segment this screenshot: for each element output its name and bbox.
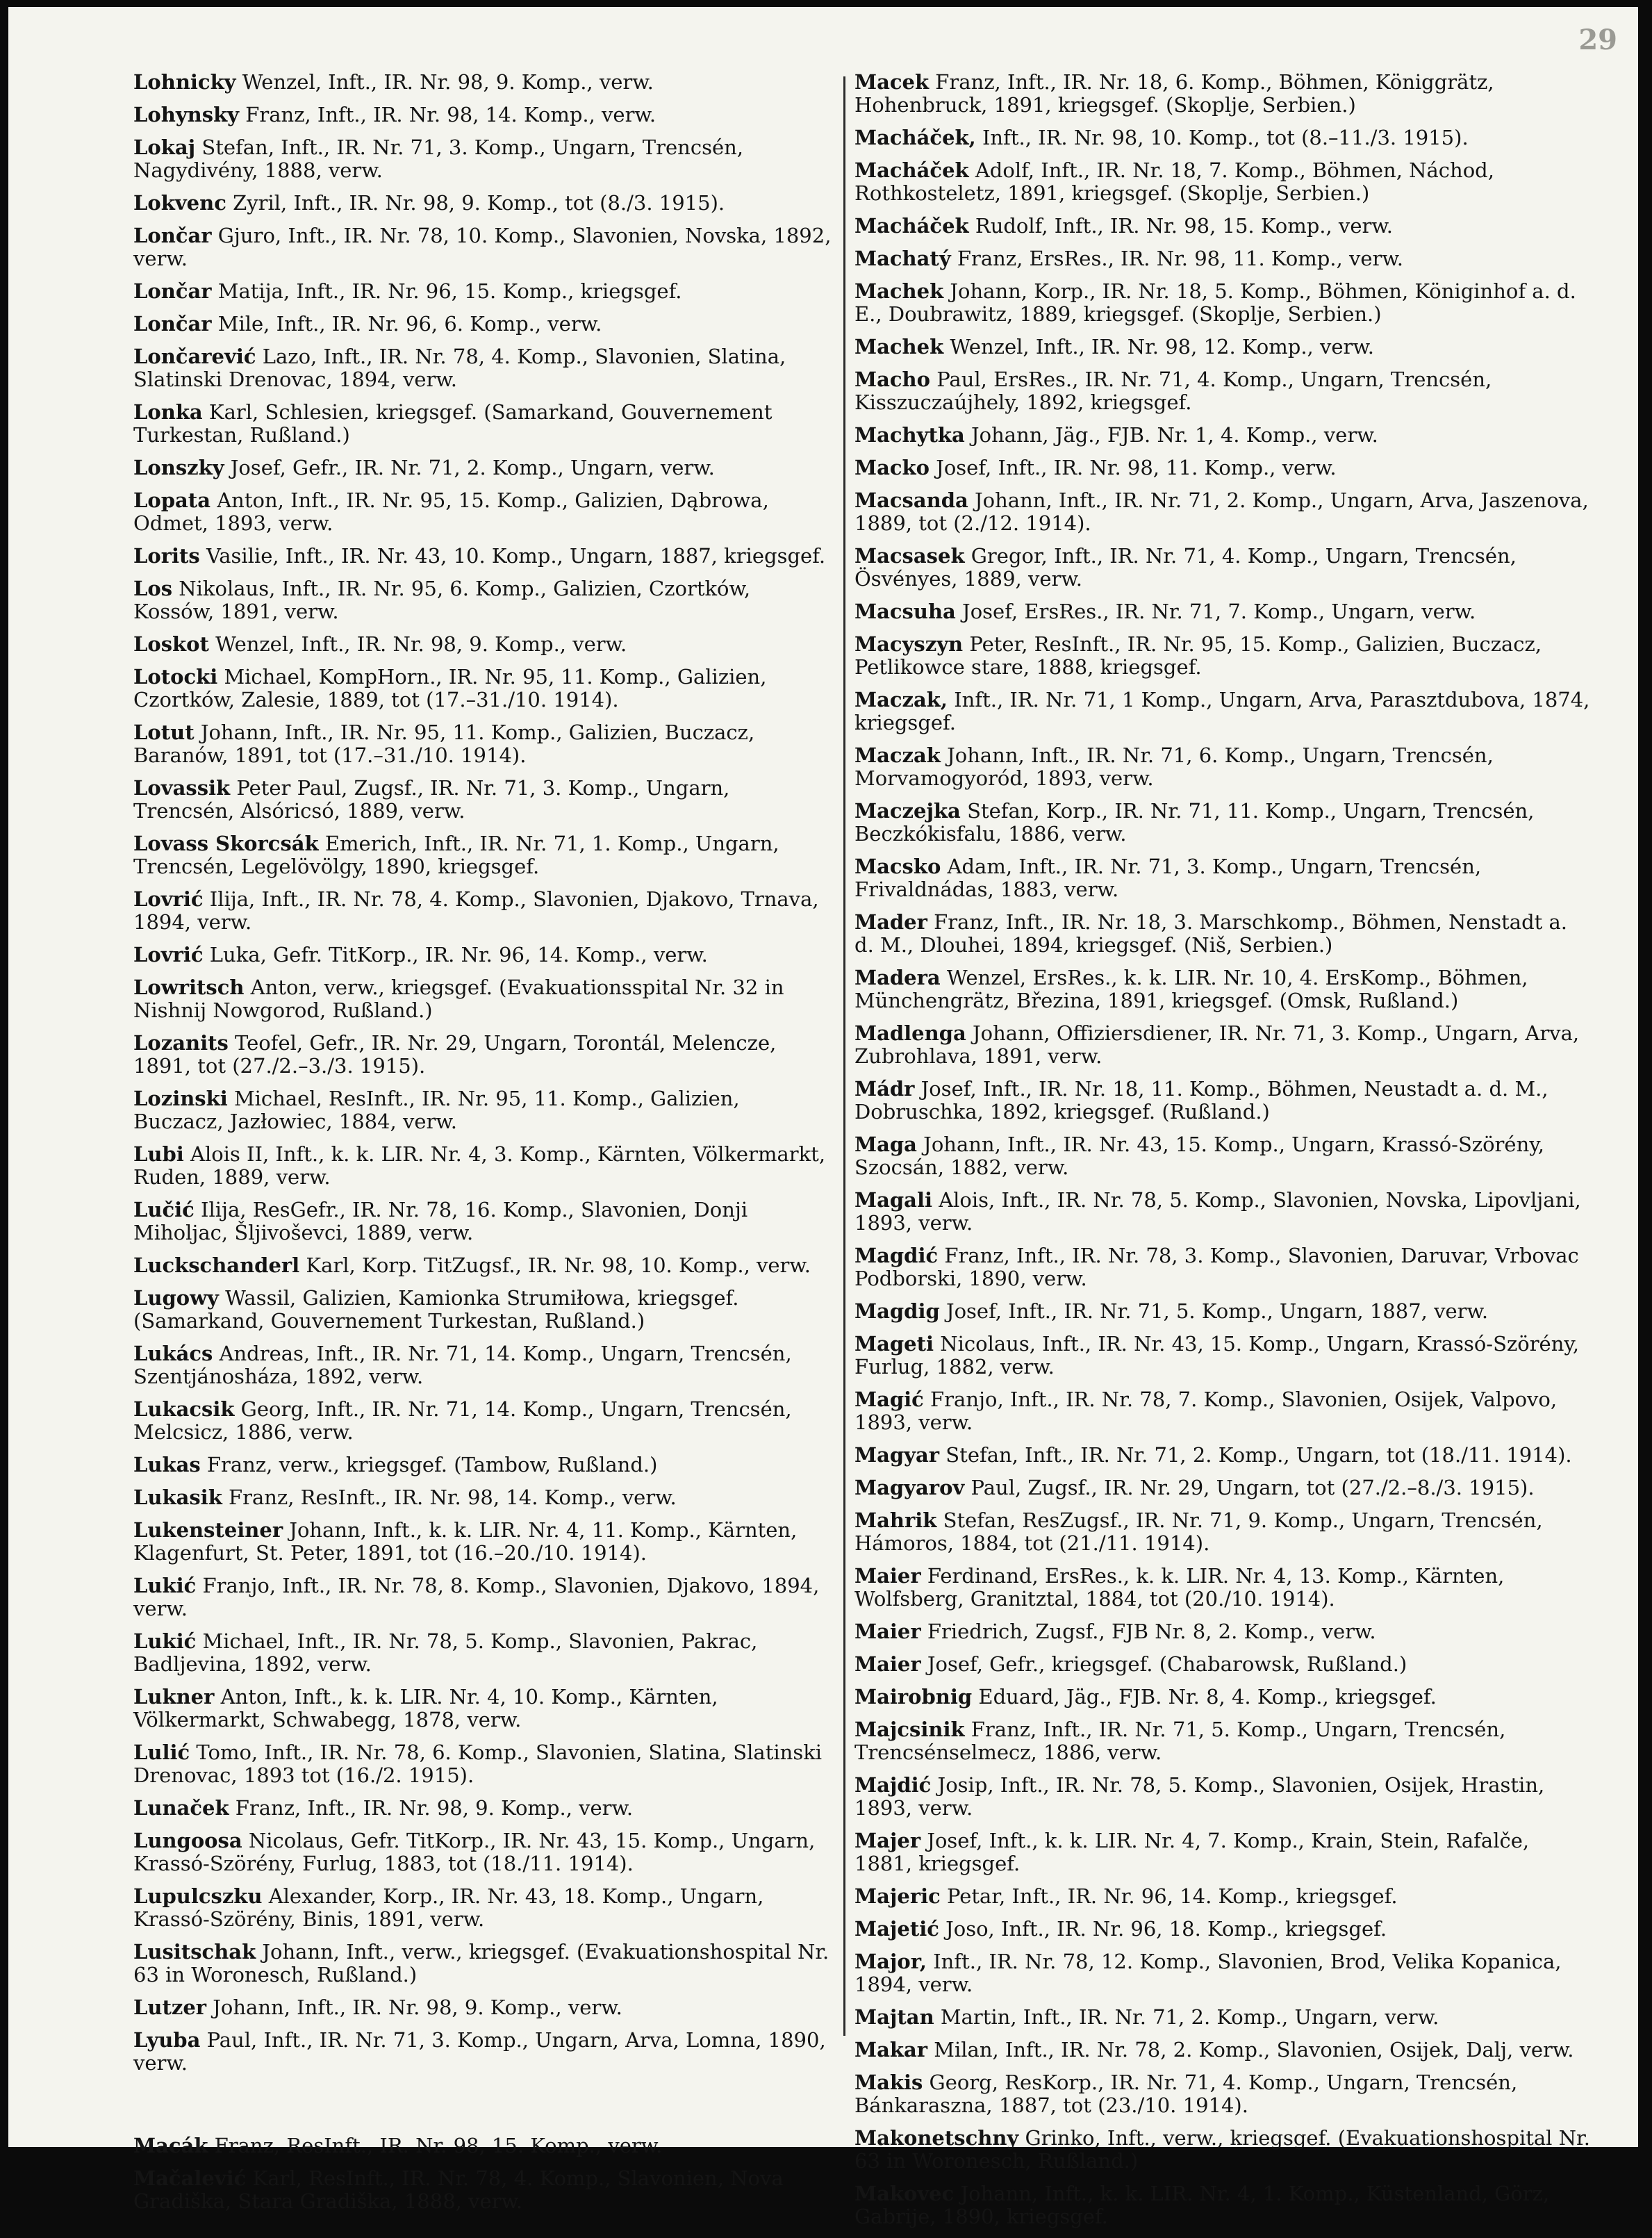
entry-surname: Maier bbox=[854, 1620, 921, 1643]
list-entry bbox=[854, 600, 1592, 623]
entry-surname: Lungoosa bbox=[133, 1829, 242, 1852]
entry-surname: Maier bbox=[854, 1564, 921, 1588]
entry-surname: Lonszky bbox=[133, 456, 224, 479]
entry-surname: Macyszyn bbox=[854, 632, 964, 656]
entry-surname: Lučić bbox=[133, 1198, 195, 1221]
list-entry bbox=[854, 1300, 1592, 1323]
entry-surname: Lončar bbox=[133, 224, 212, 247]
list-entry bbox=[133, 224, 835, 270]
entry-surname: Lorits bbox=[133, 544, 200, 568]
list-entry bbox=[854, 800, 1592, 846]
list-entry bbox=[133, 1574, 835, 1620]
entry-details: Wenzel, Inft., IR. Nr. 98, 9. Komp., verw. bbox=[236, 70, 654, 94]
list-entry bbox=[854, 2127, 1592, 2173]
list-entry bbox=[854, 424, 1592, 447]
list-entry bbox=[854, 966, 1592, 1012]
list-entry bbox=[854, 545, 1592, 591]
list-entry bbox=[854, 1333, 1592, 1379]
entry-details: Ferdinand, ErsRes., k. k. LIR. Nr. 4, 13. Komp., Kärnten, Wolfsberg, Granitztal, 1884, tot (20./10. 1914). bbox=[854, 1564, 1505, 1611]
entry-surname: Los bbox=[133, 577, 173, 600]
list-entry bbox=[133, 1032, 835, 1078]
list-entry bbox=[854, 1653, 1592, 1676]
entry-surname: Magali bbox=[854, 1188, 932, 1212]
entry-details: Josef, Gefr., IR. Nr. 71, 2. Komp., Ungarn, verw. bbox=[224, 456, 715, 479]
entry-details: Johann, Jäg., FJB. Nr. 1, 4. Komp., verw. bbox=[964, 423, 1378, 447]
list-entry bbox=[133, 1797, 835, 1820]
entry-details: Josef, Inft., k. k. LIR. Nr. 4, 7. Komp., Krain, Stein, Rafalče, 1881, kriegsgef. bbox=[854, 1829, 1530, 1875]
entry-surname: Majeric bbox=[854, 1884, 941, 1908]
entry-details: Johann, Inft., IR. Nr. 43, 15. Komp., Ungarn, Krassó-Szörény, Szocsán, 1882, verw. bbox=[854, 1133, 1545, 1179]
entry-details: Michael, KompHorn., IR. Nr. 95, 11. Komp., Galizien, Czortków, Zalesie, 1889, tot (17.–31./10. 1914). bbox=[133, 665, 767, 711]
list-entry bbox=[854, 911, 1592, 957]
entry-details: Nicolaus, Gefr. TitKorp., IR. Nr. 43, 15. Komp., Ungarn, Krassó-Szörény, Furlug, 1883, tot (18./11. 1914). bbox=[133, 1829, 816, 1875]
entry-surname: Maczak, bbox=[854, 688, 948, 711]
entry-details: Johann, Inft., verw., kriegsgef. (Evakuationshospital Nr. 63 in Woronesch, Rußland.) bbox=[133, 1940, 829, 1986]
list-entry bbox=[133, 280, 835, 303]
entry-details: Karl, Korp. TitZugsf., IR. Nr. 98, 10. Komp., verw. bbox=[299, 1253, 811, 1277]
list-entry bbox=[133, 1686, 835, 1731]
entry-surname: Madera bbox=[854, 966, 941, 989]
entry-surname: Mahrik bbox=[854, 1508, 937, 1532]
entry-details: Inft., IR. Nr. 98, 10. Komp., tot (8.–11./3. 1915). bbox=[975, 126, 1469, 149]
entry-surname: Majtan bbox=[854, 2005, 934, 2029]
list-entry bbox=[854, 71, 1592, 117]
list-entry bbox=[133, 666, 835, 711]
entry-details: Joso, Inft., IR. Nr. 96, 18. Komp., kriegsgef. bbox=[939, 1917, 1387, 1941]
entry-surname: Macek bbox=[854, 70, 930, 94]
entry-details: Franz, Inft., IR. Nr. 98, 9. Komp., verw. bbox=[229, 1796, 634, 1820]
entry-surname: Luckschanderl bbox=[133, 1253, 300, 1277]
entry-surname: Lubi bbox=[133, 1142, 184, 1166]
list-entry bbox=[133, 832, 835, 878]
entry-surname: Magdig bbox=[854, 1299, 940, 1323]
column-divider bbox=[843, 76, 845, 2036]
list-entry bbox=[133, 633, 835, 656]
list-entry bbox=[133, 1342, 835, 1388]
entry-surname: Makovec bbox=[854, 2182, 955, 2205]
entry-surname: Lukić bbox=[133, 1629, 197, 1653]
entry-details: Petar, Inft., IR. Nr. 96, 14. Komp., kriegsgef. bbox=[940, 1884, 1398, 1908]
entry-surname: Macho bbox=[854, 368, 930, 391]
entry-details: Emerich, Inft., IR. Nr. 71, 1. Komp., Ungarn, Trencsén, Legelövölgy, 1890, kriegsgef. bbox=[133, 832, 779, 878]
entry-surname: Lokvenc bbox=[133, 191, 226, 215]
list-entry bbox=[854, 489, 1592, 535]
entry-surname: Maczak bbox=[854, 743, 941, 767]
entry-surname: Makis bbox=[854, 2071, 923, 2094]
entry-surname: Lohynsky bbox=[133, 103, 240, 126]
entry-details: Paul, ErsRes., IR. Nr. 71, 4. Komp., Ungarn, Trencsén, Kisszuczaújhely, 1892, kriegsgef. bbox=[854, 368, 1492, 414]
list-entry bbox=[133, 1519, 835, 1565]
entry-details: Inft., IR. Nr. 71, 1 Komp., Ungarn, Arva, Parasztdubova, 1874, kriegsgef. bbox=[854, 688, 1590, 734]
entry-details: Franz, ResInft., IR. Nr. 98, 15. Komp., verw. bbox=[208, 2134, 663, 2157]
entry-details: Franz, ErsRes., IR. Nr. 98, 11. Komp., verw. bbox=[950, 247, 1403, 270]
entry-surname: Major, bbox=[854, 1950, 927, 1973]
entry-surname: Lohnicky bbox=[133, 70, 236, 94]
entry-details: Johann, Inft., IR. Nr. 71, 2. Komp., Ungarn, Arva, Jaszenova, 1889, tot (2./12. 1914). bbox=[854, 488, 1589, 535]
list-entry bbox=[854, 1620, 1592, 1643]
list-entry bbox=[133, 1254, 835, 1277]
list-entry bbox=[854, 744, 1592, 790]
entry-surname: Lupulcszku bbox=[133, 1884, 263, 1908]
entry-surname: Machatý bbox=[854, 247, 951, 270]
list-entry bbox=[854, 215, 1592, 238]
entry-surname: Magić bbox=[854, 1388, 924, 1411]
entry-surname: Lunaček bbox=[133, 1796, 229, 1820]
entry-details: Andreas, Inft., IR. Nr. 71, 14. Komp., Ungarn, Trencsén, Szentjánosháza, 1892, verw. bbox=[133, 1342, 792, 1388]
entry-surname: Lončarević bbox=[133, 345, 256, 368]
list-entry bbox=[133, 1741, 835, 1787]
entry-details: Ilija, ResGefr., IR. Nr. 78, 16. Komp., Slavonien, Donji Miholjac, Šljivoševci, 1889, verw. bbox=[133, 1198, 748, 1244]
entry-details: Stefan, Inft., IR. Nr. 71, 2. Komp., Ungarn, tot (18./11. 1914). bbox=[939, 1443, 1572, 1467]
list-entry bbox=[133, 888, 835, 934]
list-entry bbox=[133, 1941, 835, 1986]
list-entry bbox=[133, 1287, 835, 1333]
list-entry bbox=[133, 545, 835, 568]
entry-details: Matija, Inft., IR. Nr. 96, 15. Komp., kriegsgef. bbox=[211, 279, 682, 303]
list-entry bbox=[854, 2182, 1592, 2228]
entry-details: Franz, Inft., IR. Nr. 18, 6. Komp., Böhmen, Königgrätz, Hohenbruck, 1891, kriegsgef. (Skoplje, Serbien.) bbox=[854, 70, 1494, 117]
left-column bbox=[133, 71, 835, 2223]
entry-surname: Lopata bbox=[133, 488, 210, 512]
entry-details: Alois, Inft., IR. Nr. 78, 5. Komp., Slavonien, Novska, Lipovljani, 1893, verw. bbox=[854, 1188, 1581, 1235]
entry-surname: Lukas bbox=[133, 1453, 201, 1476]
list-entry bbox=[133, 1143, 835, 1189]
entry-surname: Majdić bbox=[854, 1773, 932, 1797]
entry-surname: Lončar bbox=[133, 312, 212, 336]
entry-surname: Machek bbox=[854, 279, 944, 303]
entry-surname: Lovassik bbox=[133, 776, 231, 800]
entry-details: Rudolf, Inft., IR. Nr. 98, 15. Komp., verw. bbox=[968, 214, 1393, 238]
list-entry bbox=[854, 2006, 1592, 2029]
list-entry bbox=[854, 855, 1592, 901]
entry-details: Paul, Inft., IR. Nr. 71, 3. Komp., Ungarn, Arva, Lomna, 1890, verw. bbox=[133, 2028, 826, 2075]
list-entry bbox=[854, 1078, 1592, 1124]
entry-details: Josef, Gefr., kriegsgef. (Chabarowsk, Rußland.) bbox=[920, 1652, 1407, 1676]
list-entry bbox=[133, 313, 835, 336]
entry-details: Franz, Inft., IR. Nr. 98, 14. Komp., verw. bbox=[239, 103, 656, 126]
entry-details: Johann, Inft., k. k. LIR. Nr. 4, 1. Komp., Küstenland, Görz, Gabrije, 1890, kriegsgef. bbox=[854, 2182, 1550, 2228]
entry-surname: Lyuba bbox=[133, 2028, 201, 2052]
entry-details: Alexander, Korp., IR. Nr. 43, 18. Komp., Ungarn, Krassó-Szörény, Binis, 1891, verw. bbox=[133, 1884, 764, 1931]
entry-details: Franz, ResInft., IR. Nr. 98, 14. Komp., verw. bbox=[222, 1486, 677, 1509]
page-number: 29 bbox=[1578, 24, 1617, 56]
entry-surname: Macko bbox=[854, 456, 930, 479]
list-entry bbox=[133, 1486, 835, 1509]
entry-surname: Mádr bbox=[854, 1077, 915, 1101]
entry-surname: Lukensteiner bbox=[133, 1518, 283, 1542]
entry-surname: Lugowy bbox=[133, 1286, 219, 1310]
entry-details: Franz, verw., kriegsgef. (Tambow, Rußland.) bbox=[200, 1453, 658, 1476]
list-entry bbox=[133, 1087, 835, 1133]
list-entry bbox=[854, 1686, 1592, 1709]
list-entry bbox=[854, 1244, 1592, 1290]
list-entry bbox=[854, 689, 1592, 734]
list-entry bbox=[854, 336, 1592, 359]
list-entry bbox=[133, 577, 835, 623]
entry-surname: Magyar bbox=[854, 1443, 940, 1467]
entry-surname: Lonka bbox=[133, 400, 203, 424]
document-page bbox=[8, 7, 1638, 2228]
entry-details: Peter, ResInft., IR. Nr. 95, 15. Komp., Galizien, Buczacz, Petlikowce stare, 1888, kriegsgef. bbox=[854, 632, 1542, 679]
entry-surname: Madlenga bbox=[854, 1021, 966, 1045]
list-entry bbox=[854, 1509, 1592, 1555]
entry-details: Stefan, Korp., IR. Nr. 71, 11. Komp., Ungarn, Trencsén, Beczkókisfalu, 1886, verw. bbox=[854, 799, 1535, 846]
entry-details: Gregor, Inft., IR. Nr. 71, 4. Komp., Ungarn, Trencsén, Ösvényes, 1889, verw. bbox=[854, 544, 1517, 591]
list-entry bbox=[133, 489, 835, 535]
list-entry bbox=[854, 1718, 1592, 1764]
entry-surname: Lukács bbox=[133, 1342, 213, 1365]
entry-details: Alois II, Inft., k. k. LIR. Nr. 4, 3. Komp., Kärnten, Völkermarkt, Ruden, 1889, verw. bbox=[133, 1142, 826, 1189]
entry-surname: Lulić bbox=[133, 1741, 190, 1764]
list-entry bbox=[854, 2071, 1592, 2117]
entry-details: Stefan, Inft., IR. Nr. 71, 3. Komp., Ungarn, Trencsén, Nagydivény, 1888, verw. bbox=[133, 135, 744, 182]
entry-surname: Majer bbox=[854, 1829, 921, 1852]
list-entry bbox=[133, 1630, 835, 1676]
entry-details: Peter Paul, Zugsf., IR. Nr. 71, 3. Komp., Ungarn, Trencsén, Alsóricsó, 1889, verw. bbox=[133, 776, 730, 823]
list-entry bbox=[133, 192, 835, 215]
entry-details: Johann, Inft., k. k. LIR. Nr. 4, 11. Komp., Kärnten, Klagenfurt, St. Peter, 1891, tot (16.–20./10. 1914). bbox=[133, 1518, 798, 1565]
list-entry bbox=[854, 1950, 1592, 1996]
entry-details: Josef, Inft., IR. Nr. 71, 5. Komp., Ungarn, 1887, verw. bbox=[939, 1299, 1489, 1323]
entry-surname: Lukić bbox=[133, 1574, 197, 1597]
list-entry bbox=[854, 159, 1592, 205]
entry-details: Georg, Inft., IR. Nr. 71, 14. Komp., Ungarn, Trencsén, Melcsicz, 1886, verw. bbox=[133, 1397, 792, 1444]
entry-surname: Lončar bbox=[133, 279, 212, 303]
entry-details: Gjuro, Inft., IR. Nr. 78, 10. Komp., Slavonien, Novska, 1892, verw. bbox=[133, 224, 832, 270]
list-entry bbox=[854, 633, 1592, 679]
entry-details: Milan, Inft., IR. Nr. 78, 2. Komp., Slavonien, Osijek, Dalj, verw. bbox=[927, 2038, 1574, 2062]
entry-surname: Majcsinik bbox=[854, 1718, 965, 1741]
list-entry bbox=[133, 1454, 835, 1476]
entry-surname: Lutzer bbox=[133, 1996, 207, 2019]
entry-details: Franz, Inft., IR. Nr. 78, 3. Komp., Slavonien, Daruvar, Vrbovac Podborski, 1890, verw. bbox=[854, 1244, 1579, 1290]
entry-details: Josef, Inft., IR. Nr. 18, 11. Komp., Böhmen, Neustadt a. d. M., Dobruschka, 1892, kriegsgef. (Rußland.) bbox=[854, 1077, 1548, 1124]
entry-details: Wenzel, ErsRes., k. k. LIR. Nr. 10, 4. ErsKomp., Böhmen, Münchengrätz, Březina, 1891, kriegsgef. (Omsk, Rußland.) bbox=[854, 966, 1528, 1012]
list-entry bbox=[854, 1918, 1592, 1941]
list-entry bbox=[133, 345, 835, 391]
entry-surname: Lovrić bbox=[133, 943, 204, 966]
entry-details: Wassil, Galizien, Kamionka Strumiłowa, kriegsgef. (Samarkand, Gouvernement Turkestan, Rußland.) bbox=[133, 1286, 739, 1333]
entry-details: Johann, Inft., IR. Nr. 98, 9. Komp., verw. bbox=[206, 1996, 622, 2019]
entry-surname: Maga bbox=[854, 1133, 917, 1156]
list-entry bbox=[854, 1565, 1592, 1611]
entry-surname: Macháček bbox=[854, 158, 969, 182]
entry-surname: Loskot bbox=[133, 632, 209, 656]
entry-details: Franjo, Inft., IR. Nr. 78, 7. Komp., Slavonien, Osijek, Valpovo, 1893, verw. bbox=[854, 1388, 1558, 1434]
entry-surname: Maier bbox=[854, 1652, 921, 1676]
entry-surname: Lotocki bbox=[133, 665, 218, 689]
entry-details: Franjo, Inft., IR. Nr. 78, 8. Komp., Slavonien, Djakovo, 1894, verw. bbox=[133, 1574, 820, 1620]
entry-surname: Lozanits bbox=[133, 1031, 229, 1055]
entry-details: Mile, Inft., IR. Nr. 96, 6. Komp., verw. bbox=[211, 312, 602, 336]
right-column bbox=[854, 71, 1592, 2238]
list-entry bbox=[133, 136, 835, 182]
entry-details: Anton, Inft., k. k. LIR. Nr. 4, 10. Komp., Kärnten, Völkermarkt, Schwabegg, 1878, verw. bbox=[133, 1685, 718, 1731]
list-entry bbox=[133, 71, 835, 94]
entry-details: Josef, ErsRes., IR. Nr. 71, 7. Komp., Ungarn, verw. bbox=[955, 600, 1476, 623]
entry-surname: Machek bbox=[854, 335, 944, 359]
list-entry bbox=[854, 1444, 1592, 1467]
list-entry bbox=[133, 2029, 835, 2075]
entry-details: Johann, Inft., IR. Nr. 95, 11. Komp., Galizien, Buczacz, Baranów, 1891, tot (17.–31./10. 1914). bbox=[133, 721, 755, 767]
entry-details: Adam, Inft., IR. Nr. 71, 3. Komp., Ungarn, Trencsén, Frivaldnádas, 1883, verw. bbox=[854, 855, 1482, 901]
list-entry bbox=[133, 1398, 835, 1444]
entry-surname: Macháček bbox=[854, 214, 969, 238]
entry-surname: Mačalević bbox=[133, 2166, 247, 2190]
entry-details: Josef, Inft., IR. Nr. 98, 11. Komp., verw. bbox=[930, 456, 1337, 479]
entry-details: Franz, Inft., IR. Nr. 71, 5. Komp., Ungarn, Trencsén, Trencsénselmecz, 1886, verw. bbox=[854, 1718, 1506, 1764]
entry-surname: Maczejka bbox=[854, 799, 961, 823]
list-entry bbox=[854, 1022, 1592, 1068]
entry-surname: Macsuha bbox=[854, 600, 956, 623]
entry-details: Nicolaus, Inft., IR. Nr. 43, 15. Komp., Ungarn, Krassó-Szörény, Furlug, 1882, verw. bbox=[854, 1332, 1580, 1379]
entry-surname: Lokaj bbox=[133, 135, 196, 159]
list-entry bbox=[133, 721, 835, 767]
entry-details: Michael, Inft., IR. Nr. 78, 5. Komp., Slavonien, Pakrac, Badljevina, 1892, verw. bbox=[133, 1629, 758, 1676]
list-entry bbox=[854, 368, 1592, 414]
entry-details: Josip, Inft., IR. Nr. 78, 5. Komp., Slavonien, Osijek, Hrastin, 1893, verw. bbox=[854, 1773, 1545, 1820]
entry-details: Tomo, Inft., IR. Nr. 78, 6. Komp., Slavonien, Slatina, Slatinski Drenovac, 1893 tot (16./2. 1915). bbox=[133, 1741, 823, 1787]
entry-details: Zyril, Inft., IR. Nr. 98, 9. Komp., tot (8./3. 1915). bbox=[226, 191, 725, 215]
entry-details: Johann, Korp., IR. Nr. 18, 5. Komp., Böhmen, Königinhof a. d. E., Doubrawitz, 1889, kriegsgef. (Skoplje, Serbien.) bbox=[854, 279, 1576, 326]
entry-surname: Lukasik bbox=[133, 1486, 222, 1509]
entry-details: Luka, Gefr. TitKorp., IR. Nr. 96, 14. Komp., verw. bbox=[203, 943, 708, 966]
entry-details: Nikolaus, Inft., IR. Nr. 95, 6. Komp., Galizien, Czortków, Kossów, 1891, verw. bbox=[133, 577, 751, 623]
entry-details: Karl, Schlesien, kriegsgef. (Samarkand, Gouvernement Turkestan, Rußland.) bbox=[133, 400, 773, 447]
list-entry bbox=[133, 1996, 835, 2019]
entry-details: Lazo, Inft., IR. Nr. 78, 4. Komp., Slavonien, Slatina, Slatinski Drenovac, 1894, verw. bbox=[133, 345, 786, 391]
entry-details: Eduard, Jäg., FJB. Nr. 8, 4. Komp., kriegsgef. bbox=[972, 1685, 1437, 1709]
list-entry bbox=[854, 1189, 1592, 1235]
entry-surname: Lotut bbox=[133, 721, 195, 744]
entry-details: Franz, Inft., IR. Nr. 18, 3. Marschkomp., Böhmen, Nenstadt a. d. M., Dlouhei, 1894, kriegsgef. (Niš, Serbien.) bbox=[854, 910, 1568, 957]
list-entry bbox=[133, 104, 835, 126]
list-entry bbox=[133, 1885, 835, 1931]
list-entry bbox=[133, 401, 835, 447]
list-entry bbox=[133, 456, 835, 479]
entry-details: Grinko, Inft., verw., kriegsgef. (Evakuationshospital Nr. 63 in Woronesch, Rußland.) bbox=[854, 2126, 1590, 2173]
entry-surname: Macák bbox=[133, 2134, 208, 2157]
list-entry bbox=[854, 1774, 1592, 1820]
list-entry bbox=[133, 1829, 835, 1875]
list-entry bbox=[854, 1476, 1592, 1499]
entry-surname: Lovass Skorcsák bbox=[133, 832, 319, 855]
entry-surname: Lukacsik bbox=[133, 1397, 235, 1421]
entry-details: Anton, verw., kriegsgef. (Evakuationsspital Nr. 32 in Nishnij Nowgorod, Rußland.) bbox=[133, 976, 784, 1022]
list-entry bbox=[133, 976, 835, 1022]
list-entry bbox=[854, 2039, 1592, 2062]
entry-details: Georg, ResKorp., IR. Nr. 71, 4. Komp., Ungarn, Trencsén, Bánkaraszna, 1887, tot (23./10. 1914). bbox=[854, 2071, 1518, 2117]
list-entry bbox=[854, 280, 1592, 326]
entry-surname: Lozinski bbox=[133, 1087, 228, 1110]
list-entry bbox=[133, 1199, 835, 1244]
entry-surname: Makar bbox=[854, 2038, 928, 2062]
entry-details: Wenzel, Inft., IR. Nr. 98, 12. Komp., verw. bbox=[943, 335, 1374, 359]
entry-surname: Makonetschny bbox=[854, 2126, 1019, 2150]
entry-surname: Machytka bbox=[854, 423, 965, 447]
entry-details: Teofel, Gefr., IR. Nr. 29, Ungarn, Torontál, Melencze, 1891, tot (27./2.–3./3. 1915). bbox=[133, 1031, 777, 1078]
entry-surname: Lusitschak bbox=[133, 1940, 256, 1964]
entry-surname: Mairobnig bbox=[854, 1685, 973, 1709]
entry-surname: Lovrić bbox=[133, 887, 204, 911]
entry-surname: Macsasek bbox=[854, 544, 965, 568]
list-entry bbox=[854, 1885, 1592, 1908]
entry-surname: Magdić bbox=[854, 1244, 939, 1267]
list-entry bbox=[854, 456, 1592, 479]
entry-details: Stefan, ResZugsf., IR. Nr. 71, 9. Komp., Ungarn, Trencsén, Hámoros, 1884, tot (21./11. 1914). bbox=[854, 1508, 1543, 1555]
entry-details: Wenzel, Inft., IR. Nr. 98, 9. Komp., verw. bbox=[208, 632, 627, 656]
entry-details: Paul, Zugsf., IR. Nr. 29, Ungarn, tot (27./2.–8./3. 1915). bbox=[964, 1476, 1535, 1499]
list-entry bbox=[133, 2167, 835, 2213]
entry-surname: Magyarov bbox=[854, 1476, 965, 1499]
list-entry bbox=[854, 126, 1592, 149]
entry-surname: Mader bbox=[854, 910, 927, 934]
entry-details: Anton, Inft., IR. Nr. 95, 15. Komp., Galizien, Dąbrowa, Odmet, 1893, verw. bbox=[133, 488, 769, 535]
entry-details: Ilija, Inft., IR. Nr. 78, 4. Komp., Slavonien, Djakovo, Trnava, 1894, verw. bbox=[133, 887, 819, 934]
entry-surname: Lukner bbox=[133, 1685, 215, 1709]
list-entry bbox=[854, 1388, 1592, 1434]
entry-surname: Lowritsch bbox=[133, 976, 245, 999]
entry-surname: Majetić bbox=[854, 1917, 939, 1941]
entry-details: Adolf, Inft., IR. Nr. 18, 7. Komp., Böhmen, Náchod, Rothkosteletz, 1891, kriegsgef. (Skoplje, Serbien.) bbox=[854, 158, 1494, 205]
list-entry bbox=[133, 944, 835, 966]
entry-surname: Macháček, bbox=[854, 126, 976, 149]
entry-surname: Macsko bbox=[854, 855, 941, 878]
list-entry bbox=[854, 1829, 1592, 1875]
entry-details: Martin, Inft., IR. Nr. 71, 2. Komp., Ungarn, verw. bbox=[934, 2005, 1439, 2029]
entry-details: Karl, ResInft., IR. Nr. 78, 4. Komp., Slavonien, Nova Gradiška, Stara Gradiška, 1888, verw. bbox=[133, 2166, 784, 2213]
list-entry bbox=[133, 777, 835, 823]
entry-details: Friedrich, Zugsf., FJB Nr. 8, 2. Komp., verw. bbox=[920, 1620, 1376, 1643]
list-entry bbox=[854, 247, 1592, 270]
entry-details: Johann, Inft., IR. Nr. 71, 6. Komp., Ungarn, Trencsén, Morvamogyoród, 1893, verw. bbox=[854, 743, 1494, 790]
section-gap bbox=[133, 2084, 835, 2134]
list-entry bbox=[133, 2134, 835, 2157]
entry-surname: Macsanda bbox=[854, 488, 968, 512]
entry-details: Vasilie, Inft., IR. Nr. 43, 10. Komp., Ungarn, 1887, kriegsgef. bbox=[199, 544, 826, 568]
list-entry bbox=[854, 1133, 1592, 1179]
entry-details: Michael, ResInft., IR. Nr. 95, 11. Komp., Galizien, Buczacz, Jazłowiec, 1884, verw. bbox=[133, 1087, 740, 1133]
entry-details: Inft., IR. Nr. 78, 12. Komp., Slavonien, Brod, Velika Kopanica, 1894, verw. bbox=[854, 1950, 1562, 1996]
entry-surname: Mageti bbox=[854, 1332, 934, 1356]
entry-details: Johann, Offiziersdiener, IR. Nr. 71, 3. Komp., Ungarn, Arva, Zubrohlava, 1891, verw. bbox=[854, 1021, 1580, 1068]
